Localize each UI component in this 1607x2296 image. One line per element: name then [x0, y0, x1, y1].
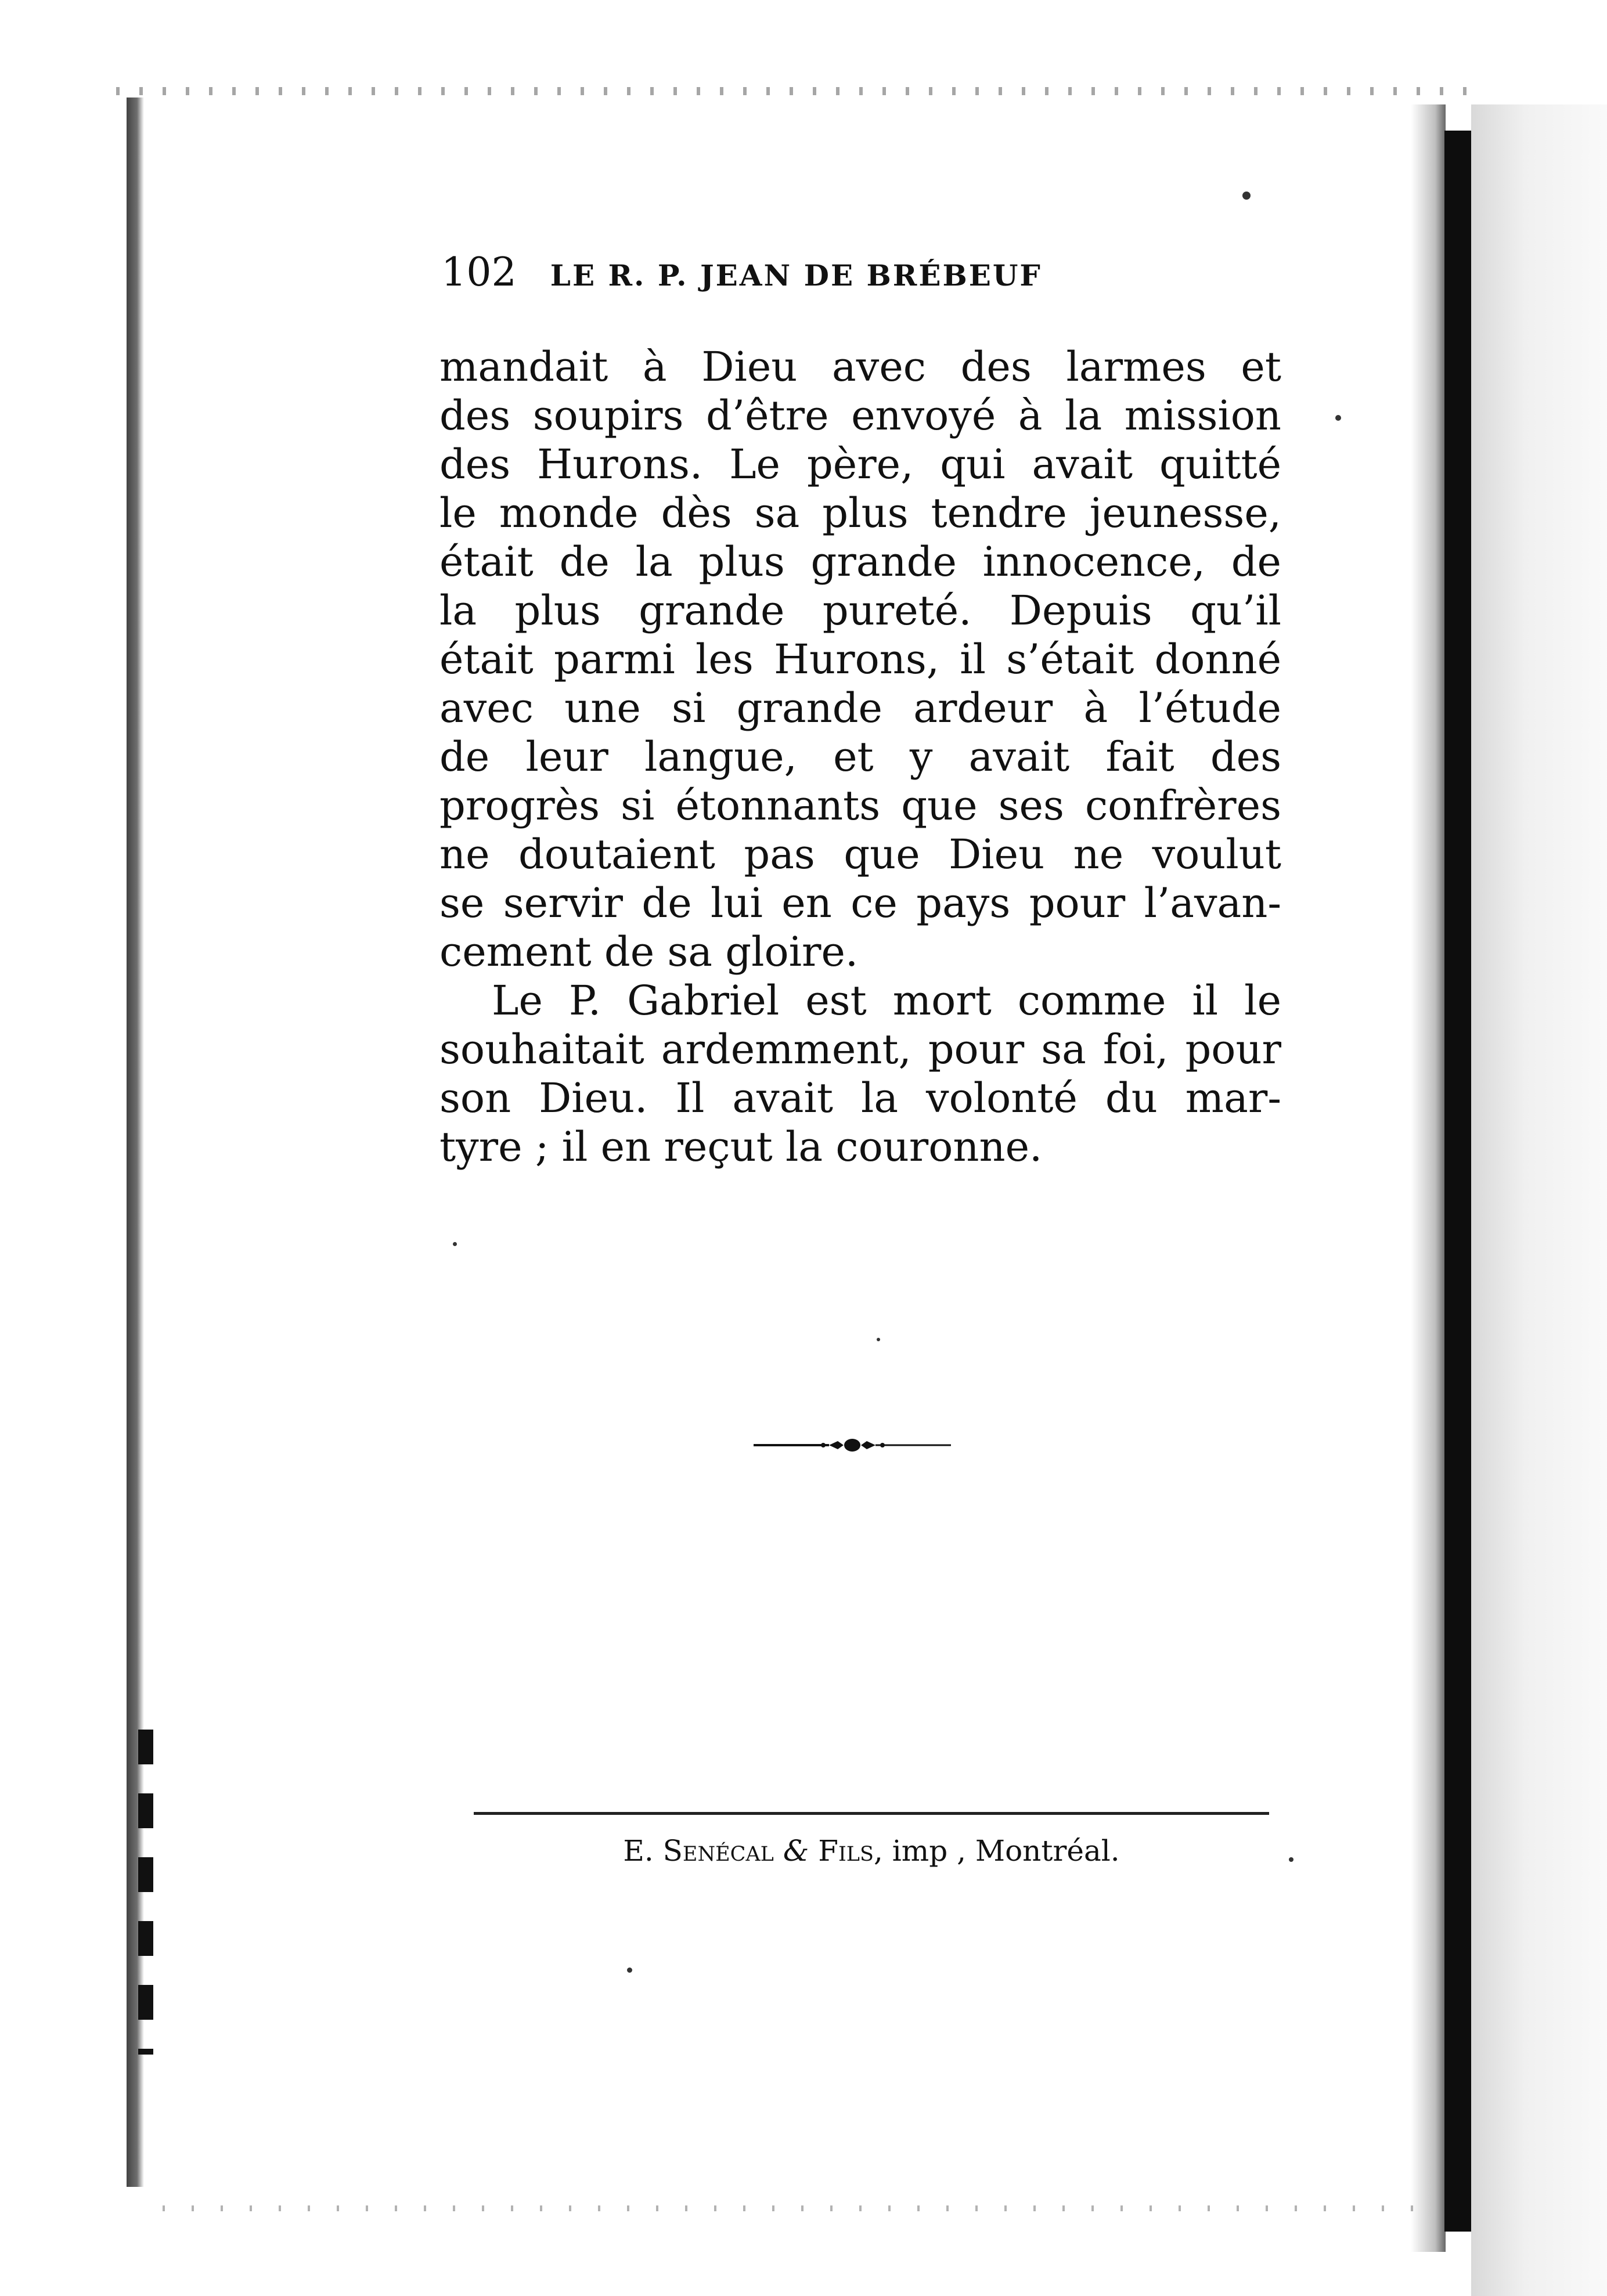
text-line: était parmi les Hurons, il s’était donné [439, 636, 1281, 683]
text-line: le monde dès sa plus tendre jeunesse, [439, 489, 1281, 537]
scan-edge-left-marks [138, 1730, 153, 2055]
text-line: de leur langue, et y avait fait des [439, 733, 1281, 781]
ampersand: & [783, 1834, 809, 1868]
scan-speck [453, 1242, 457, 1246]
body-text [439, 342, 1281, 1171]
text-line: se servir de lui en ce pays pour l’avan- [439, 879, 1281, 927]
page-number: 102 [441, 250, 517, 295]
scan-speck [1242, 192, 1251, 200]
scan-gutter-shadow [1411, 104, 1446, 2252]
scan-speck [627, 1968, 632, 1973]
scan-edge-top [116, 87, 1469, 95]
text-line: tyre ; il en reçut la couronne. [439, 1123, 1043, 1171]
text-line: était de la plus grande innocence, de [439, 538, 1281, 586]
text-line: progrès si étonnants que ses confrères [439, 782, 1281, 829]
scan-speck [1289, 1857, 1293, 1862]
text-line: souhaitait ardemment, pour sa foi, pour [439, 1026, 1281, 1073]
printer-location: , imp , Montréal. [874, 1834, 1120, 1868]
running-head-title: LE R. P. JEAN DE BRÉBEUF [550, 258, 1042, 293]
printer-initial: E. [623, 1834, 654, 1868]
printer-name: Senécal [662, 1834, 774, 1868]
text-line: ne doutaient pas que Dieu ne voulut [439, 831, 1281, 878]
scan-speck [877, 1338, 880, 1341]
text-line: cement de sa gloire. [439, 928, 859, 976]
scan-edge-bottom [163, 2205, 1440, 2211]
scan-edge-right [1444, 131, 1471, 2232]
scan-edge-background [1471, 104, 1607, 2296]
text-line: Le P. Gabriel est mort comme il le [492, 977, 1281, 1024]
running-head [441, 250, 1283, 296]
text-line: des soupirs d’être envoyé à la mission [439, 392, 1281, 439]
text-line: des Hurons. Le père, qui avait quitté [439, 441, 1281, 488]
scan-speck [1335, 415, 1341, 421]
text-line: avec une si grande ardeur à l’étude [439, 684, 1281, 732]
colophon [474, 1834, 1269, 1868]
text-line: la plus grande pureté. Depuis qu’il [439, 587, 1281, 634]
printer-fils: Fils [818, 1834, 874, 1868]
fleuron-ornament-icon [754, 1436, 951, 1454]
colophon-rule [474, 1812, 1269, 1815]
text-line: mandait à Dieu avec des larmes et [439, 343, 1281, 391]
text-line: son Dieu. Il avait la volonté du mar- [439, 1074, 1281, 1122]
